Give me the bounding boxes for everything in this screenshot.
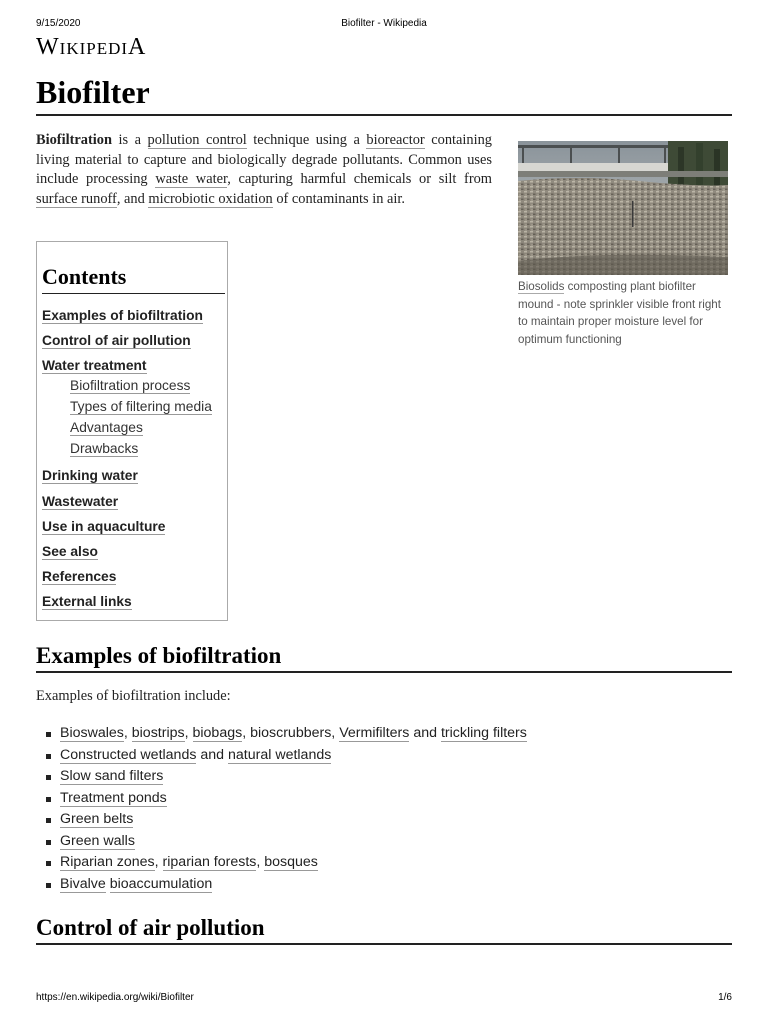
link-surface-runoff[interactable]: surface runoff <box>36 190 117 207</box>
toc-item-air-pollution[interactable] <box>42 332 191 350</box>
list-item <box>36 766 527 788</box>
link-bosques[interactable]: bosques <box>264 854 318 870</box>
list-item <box>36 723 527 745</box>
link-constructed-wetlands[interactable]: Constructed wetlands <box>60 746 197 763</box>
toc-item-label: See also <box>42 544 98 559</box>
toc-item-advantages[interactable] <box>70 419 143 437</box>
biofilter-mound-photo[interactable] <box>518 141 728 275</box>
link-biosolids[interactable]: Biosolids <box>518 280 565 293</box>
list-item <box>36 831 527 853</box>
list-text: and <box>196 746 228 763</box>
list-item <box>36 745 527 767</box>
toc-item-label: Examples of biofiltration <box>42 308 203 323</box>
lead-text: , capturing harmful chemicals or silt from <box>227 171 493 187</box>
list-item <box>36 874 527 896</box>
link-bioaccumulation[interactable]: bioaccumulation <box>109 875 213 892</box>
link-riparian-zones[interactable]: Riparian zones <box>60 854 155 870</box>
list-text: , bioscrubbers, <box>242 725 340 741</box>
toc-item-filtering-media[interactable] <box>70 398 212 416</box>
list-item <box>36 788 527 810</box>
list-item <box>36 852 527 874</box>
examples-intro: Examples of biofiltration include: <box>36 688 231 704</box>
toc-item-see-also[interactable] <box>42 543 98 561</box>
print-url: https://en.wikipedia.org/wiki/Biofilter <box>36 992 194 1003</box>
toc-item-label: Wastewater <box>42 494 119 509</box>
print-page-title: Biofilter - Wikipedia <box>341 18 427 29</box>
toc-item-drawbacks[interactable] <box>70 440 138 458</box>
toc-item-label: Drawbacks <box>70 441 139 456</box>
toc-item-drinking-water[interactable] <box>42 467 138 485</box>
lead-text: technique using a <box>246 132 367 148</box>
toc-item-label: Biofiltration process <box>70 378 191 393</box>
section-heading-examples: Examples of biofiltration <box>36 641 732 673</box>
toc-item-aquaculture[interactable] <box>42 518 165 536</box>
toc-item-references[interactable] <box>42 568 116 586</box>
print-page-number: 1/6 <box>718 992 732 1003</box>
lead-paragraph <box>36 131 492 209</box>
caption-text: composting plant biofilter mound - note sprinkler visible front right to maintain proper moisture level for optimum functioning <box>518 280 721 346</box>
link-bivalve[interactable]: Bivalve <box>60 875 106 892</box>
print-header <box>36 18 732 32</box>
link-bioreactor[interactable]: bioreactor <box>366 132 425 148</box>
toc-item-label: Drinking water <box>42 468 138 483</box>
list-text: , <box>184 725 193 741</box>
link-waste-water[interactable]: waste water <box>155 171 228 187</box>
print-date: 9/15/2020 <box>36 18 81 29</box>
table-of-contents <box>36 241 228 621</box>
list-item <box>36 809 527 831</box>
section-heading-air-pollution: Control of air pollution <box>36 913 732 945</box>
link-pollution-control[interactable]: pollution control <box>147 132 247 148</box>
toc-title: Contents <box>42 264 225 294</box>
lead-text: containing living material to capture and biologically degrade pollutants. Common uses include processing <box>36 132 493 187</box>
toc-item-label: Water treatment <box>42 358 147 373</box>
page-title: Biofilter <box>36 70 732 116</box>
wordmark-middle: IKIPEDI <box>59 39 129 58</box>
link-biobags[interactable]: biobags <box>192 725 243 741</box>
lead-text: , and <box>116 190 149 207</box>
toc-item-label: Advantages <box>70 420 143 435</box>
examples-list <box>36 723 527 895</box>
image-caption <box>518 278 728 348</box>
list-text: , <box>256 854 265 870</box>
link-biostrips[interactable]: biostrips <box>131 725 185 741</box>
list-text: and <box>409 725 441 741</box>
link-treatment-ponds[interactable]: Treatment ponds <box>60 789 167 806</box>
thumbnail <box>518 141 728 348</box>
link-trickling-filters[interactable]: trickling filters <box>440 725 527 741</box>
toc-item-external-links[interactable] <box>42 593 132 611</box>
list-text: , <box>154 854 163 870</box>
toc-item-biofiltration-process[interactable] <box>70 377 190 395</box>
lead-text: is a <box>111 132 148 148</box>
wikipedia-wordmark[interactable] <box>36 34 146 61</box>
link-microbiotic-oxidation[interactable]: microbiotic oxidation <box>148 190 273 207</box>
lead-text: of contaminants in air. <box>272 190 406 207</box>
toc-item-water-treatment[interactable] <box>42 357 147 375</box>
toc-item-label: Use in aquaculture <box>42 519 166 534</box>
toc-item-wastewater[interactable] <box>42 493 118 511</box>
link-riparian-forests[interactable]: riparian forests <box>162 854 257 870</box>
link-natural-wetlands[interactable]: natural wetlands <box>228 746 332 763</box>
toc-item-label: Types of filtering media <box>70 399 212 414</box>
print-footer <box>36 992 732 1006</box>
link-green-belts[interactable]: Green belts <box>60 811 134 827</box>
link-green-walls[interactable]: Green walls <box>60 832 135 849</box>
toc-item-examples[interactable] <box>42 307 203 325</box>
toc-item-label: Control of air pollution <box>42 333 191 348</box>
wordmark-final: A <box>128 34 147 60</box>
list-text: , <box>123 725 132 741</box>
link-slow-sand-filters[interactable]: Slow sand filters <box>60 768 164 784</box>
toc-item-label: References <box>42 569 117 584</box>
toc-item-label: External links <box>42 594 132 609</box>
link-bioswales[interactable]: Bioswales <box>60 725 124 741</box>
link-vermifilters[interactable]: Vermifilters <box>339 725 410 741</box>
wordmark-initial: W <box>36 34 60 60</box>
lead-bold-term: Biofiltration <box>36 132 112 148</box>
